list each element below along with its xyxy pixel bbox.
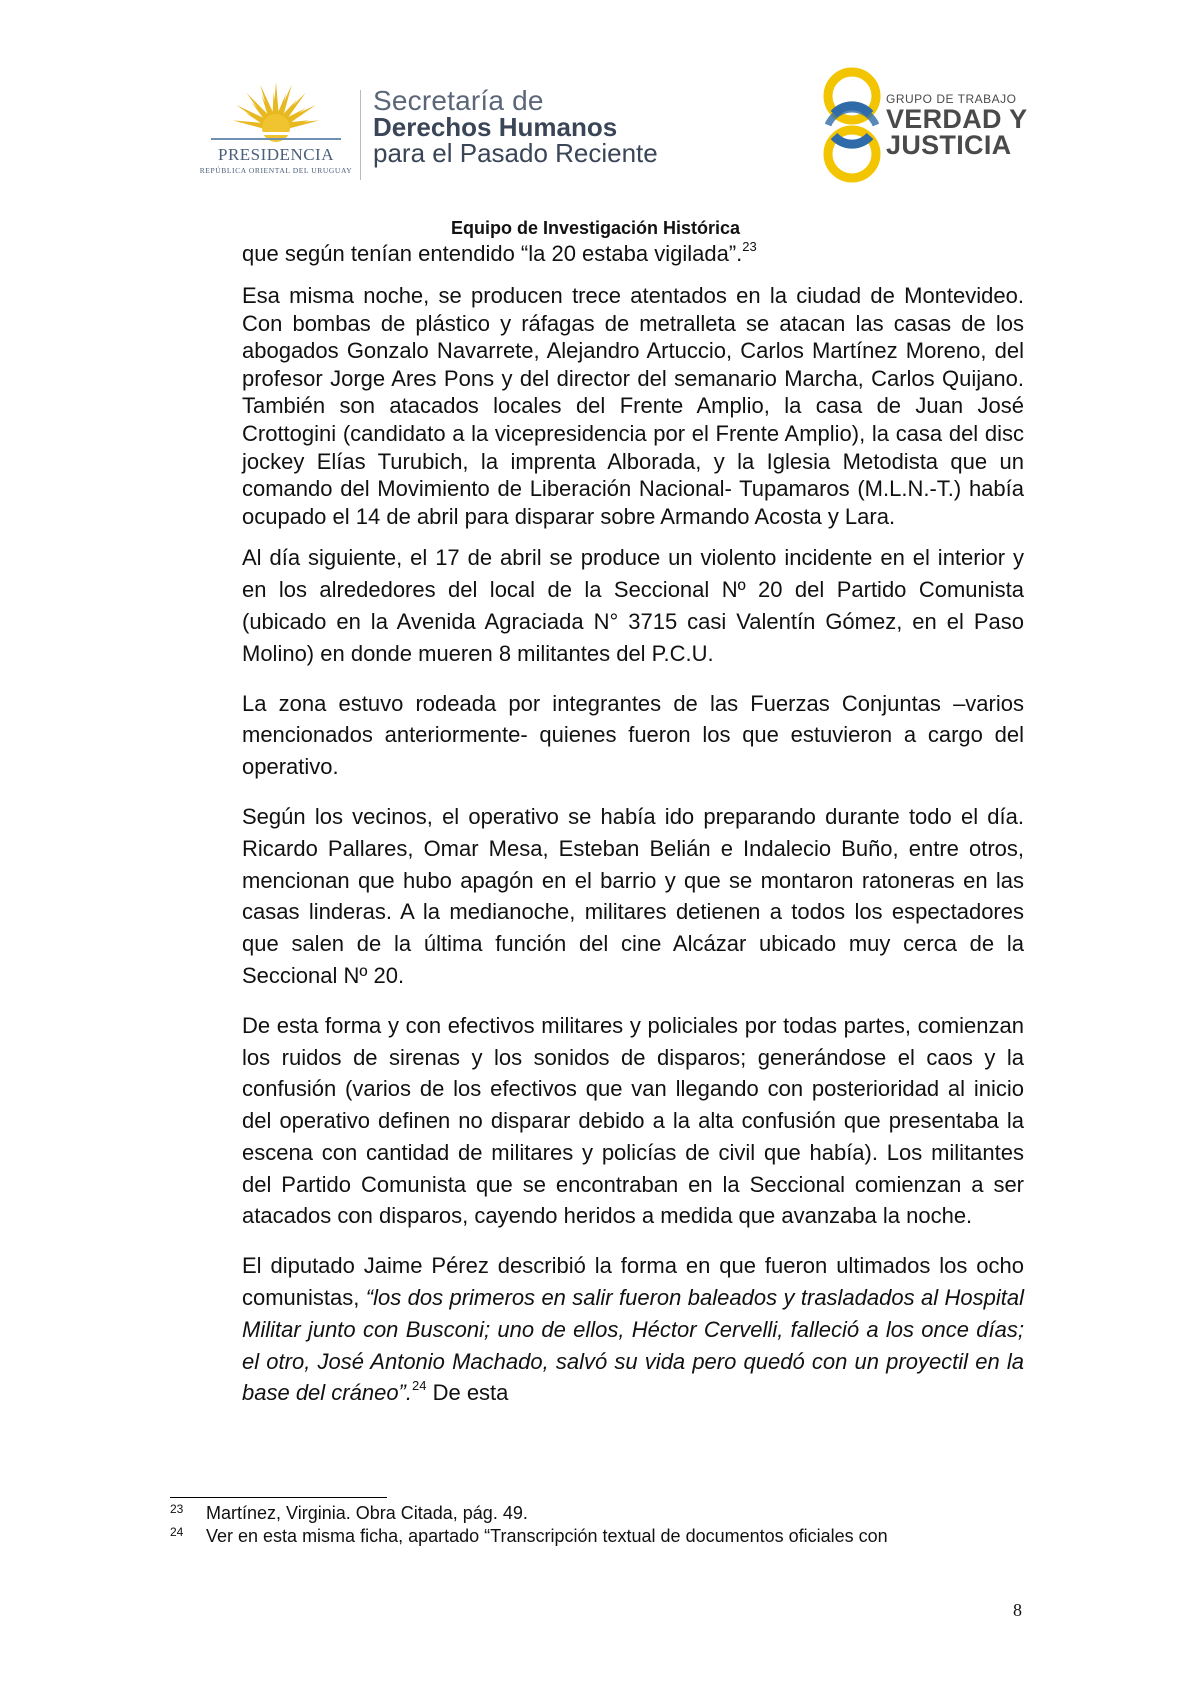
paragraph [242,1250,1024,1409]
presidencia-logo [196,78,356,188]
footnotes [170,1502,1000,1548]
grupo-trabajo-label: GRUPO DE TRABAJO [886,92,1017,106]
footnote [170,1525,1000,1548]
paragraph: La zona estuvo rodeada por integrantes de las Fuerzas Conjuntas –varios mencionados anteriormente- quienes fueron los que estuvieron a cargo del operativo. [242,690,1024,780]
verdad-label: VERDAD Y [886,104,1028,134]
grupo-trabajo-text [886,92,1027,158]
paragraph-text: que según tenían entendido “la 20 estaba vigilada”. [242,241,743,266]
footnote-text: Ver en esta misma ficha, apartado “Transcripción textual de documentos oficiales con [206,1526,888,1546]
paragraph [242,240,1024,268]
paragraph: Esa misma noche, se producen trece atentados en la ciudad de Montevideo. Con bombas de plástico y ráfagas de metralleta se atacan las casas de los abogados Gonzalo Navarrete, Alejandro Artuccio, Carlos Martínez Moreno, del profesor Jorge Ares Pons y del director del semanario Marcha, Carlos Quijano. También son atacados locales del Frente Amplio, la casa de Juan José Crottogini (candidato a la vicepresidencia por el Frente Amplio), la casa del disc jockey Elías Turubich, la imprenta Alborada, y la Iglesia Metodista que un comando del Movimiento de Liberación Nacional- Tupamaros (M.L.N.-T.) había ocupado el 14 de abril para disparar sobre Armando Acosta y Lara. [242,283,1024,529]
footnote-text: Martínez, Virginia. Obra Citada, pág. 49. [206,1503,528,1523]
paragraph-text: De esta [426,1380,509,1406]
presidencia-subtitle: REPÚBLICA ORIENTAL DEL URUGUAY [199,166,353,175]
footnote [170,1502,1000,1525]
presidencia-text: PRESIDENCIA [217,145,334,164]
header-divider [360,90,361,180]
paragraph: Al día siguiente, el 17 de abril se produce un violento incidente en el interior y en los alrededores del local de la Seccional Nº 20 del Partido Comunista (ubicado en la Avenida Agraciada N° 3715 casi Valentín Gómez, en el Paso Molino) en donde mueren 8 militantes del P.C.U. [242,545,1024,666]
page-header [0,0,1191,240]
justicia-label: JUSTICIA [886,130,1012,160]
footnote-ref[interactable]: 23 [742,238,757,254]
paragraph: De esta forma y con efectivos militares y policiales por todas partes, comienzan los ruidos de sirenas y los sonidos de disparos; generándose el caos y la confusión (varios de los efectivos que van llegando con posterioridad al inicio del operativo definen no disparar debido a la alta confusión que presentaba la escena con cantidad de militares y policías de civil que había). Los militantes del Partido Comunista que se encontraban en la Seccional comienzan a ser atacados con disparos, cayendo heridos a medida que avanzaba la noche. [242,1012,1024,1229]
secretaria-title [373,85,658,168]
document-body [242,240,1024,1409]
quote-text: “los dos primeros en salir fueron baleados y trasladados al Hospital Militar junto con Busconi; uno de ellos, Héctor Cervelli, falleció a los once días; el otro, José Antonio Machado, salvó su vida pero quedó con un proyectil en la base del cráneo”. [242,1285,1024,1406]
paragraph: Según los vecinos, el operativo se había ido preparando durante todo el día. Ricardo Pallares, Omar Mesa, Esteban Belián e Indalecio Buño, entre otros, mencionan que hubo apagón en el barrio y que se montaron ratoneras en las casas linderas. A la medianoche, militares detienen a todos los espectadores que salen de la última función del cine Alcázar ubicado muy cerca de la Seccional Nº 20. [242,803,1024,988]
footnote-ref[interactable]: 24 [412,1378,427,1394]
team-heading: Equipo de Investigación Histórica [450,218,741,238]
secretaria-line-1: Secretaría de [373,85,544,116]
secretaria-line-3: para el Pasado Reciente [373,138,658,168]
secretaria-line-2: Derechos Humanos [373,112,618,142]
sun-icon [196,78,356,148]
footnote-number: 24 [170,1525,184,1539]
footnote-separator [170,1497,387,1498]
footnote-number: 23 [170,1502,184,1516]
page-number: 8 [1013,1600,1022,1620]
paragraph-text: El diputado Jaime Pérez describió la forma en que fueron ultimados los ocho comunistas, [242,1253,1024,1311]
